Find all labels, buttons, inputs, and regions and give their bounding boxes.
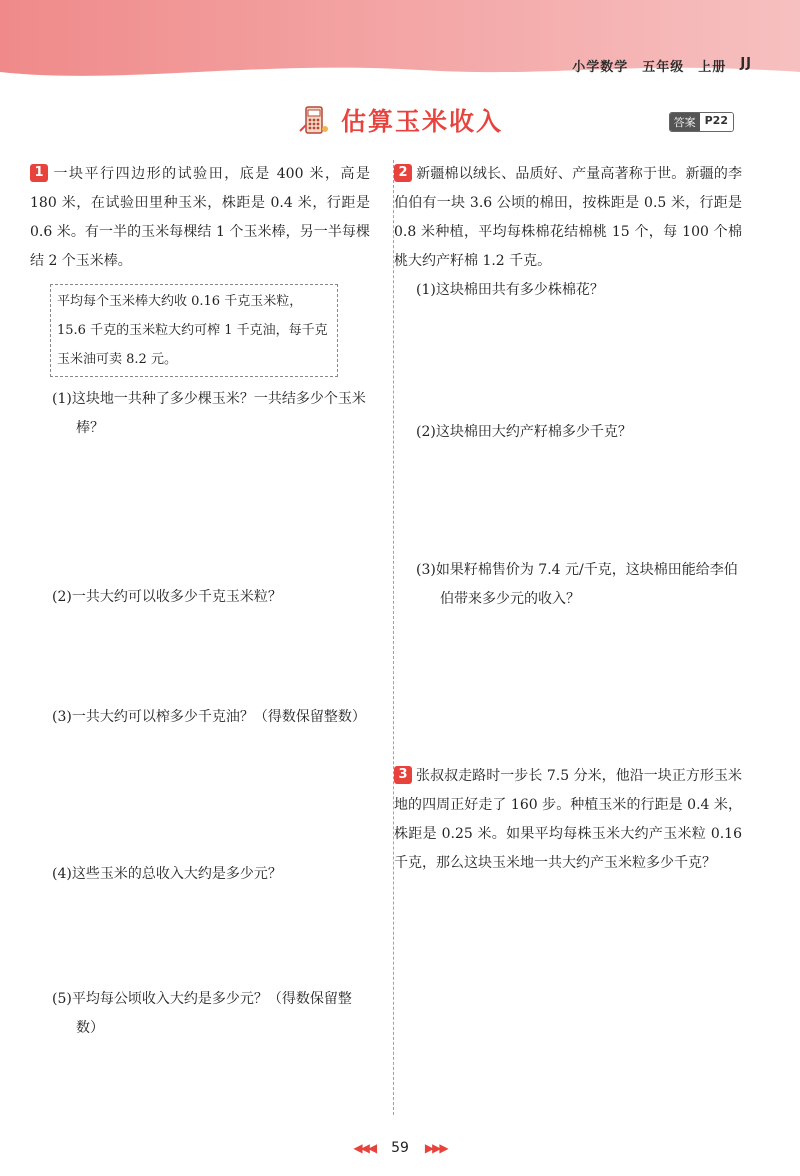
q1-subquestions [52,385,370,1105]
question-1 [30,160,370,1105]
q1-sub-3: (3)一共大约可以榨多少千克油？（得数保留整数） [52,709,366,725]
q1-info-text: 平均每个玉米棒大约收 0.16 千克玉米粒，15.6 千克的玉米粒大约可榨 1 千克油，每千克玉米油可卖 8.2 元。 [57,294,328,367]
answer-reference [669,112,734,132]
q3-number-badge: 3 [394,766,412,784]
page-footer [0,1140,800,1156]
page-number: 59 [391,1140,409,1156]
q1-stem-paragraph [30,160,370,276]
q2-sub-1: (1)这块棉田共有多少株棉花？ [416,282,604,298]
q3-stem-paragraph [394,762,742,878]
q1-number-badge: 1 [30,164,48,182]
calculator-icon [297,103,331,137]
answer-page: P22 [700,113,733,131]
q1-sub-2: (2)一共大约可以收多少千克玉米粒？ [52,589,282,605]
right-arrows-icon: ▶▶▶ [424,1141,447,1155]
q1-stem: 一块平行四边形的试验田，底是 400 米，高是 180 米，在试验田里种玉米，株距是 0.4 米，行距是 0.6 米。有一半的玉米每棵结 1 个玉米棒，另一半每棵结 2 个玉米棒。 [30,166,370,269]
q2-stem-paragraph [394,160,742,276]
q1-sub-4: (4)这些玉米的总收入大约是多少元？ [52,866,282,882]
volume-label: 上册 [698,60,727,75]
q1-info-box [50,284,338,377]
q2-stem: 新疆棉以绒长、品质好、产量高著称于世。新疆的李伯伯有一块 3.6 公顷的棉田，按株距是 0.5 米，行距是 0.8 米种植，平均每株棉花结棉桃 15 个，每 100 个棉桃大约产籽棉 1.2 千克。 [394,166,742,269]
header-banner [0,0,800,95]
question-2 [394,160,742,756]
q2-sub-2: (2)这块棉田大约产籽棉多少千克？ [416,424,632,440]
q2-sub-3: (3)如果籽棉售价为 7.4 元/千克，这块棉田能给李伯伯带来多少元的收入？ [416,562,738,607]
answer-label: 答案 [670,113,700,131]
q1-sub-1: (1)这块地一共种了多少棵玉米？一共结多少个玉米棒？ [52,391,366,436]
subject-label: 小学数学 [572,60,629,75]
q3-stem: 张叔叔走路时一步长 7.5 分米，他沿一块正方形玉米地的四周正好走了 160 步。种植玉米的行距是 0.4 米，株距是 0.25 米。如果平均每株玉米大约产玉米粒 0.16 千克，那么这块玉米地一共大约产玉米粒多少千克？ [394,768,742,871]
left-arrows-icon: ◀◀◀ [353,1141,376,1155]
edition-label: JJ [740,56,752,71]
question-3 [394,762,742,878]
q2-number-badge: 2 [394,164,412,182]
page-title: 估算玉米收入 [340,107,503,136]
book-info [572,56,752,75]
grade-label: 五年级 [642,60,685,75]
q2-subquestions [416,276,742,756]
column-divider [393,160,394,1115]
q1-sub-5: (5)平均每公顷收入大约是多少元？（得数保留整数） [52,991,352,1036]
